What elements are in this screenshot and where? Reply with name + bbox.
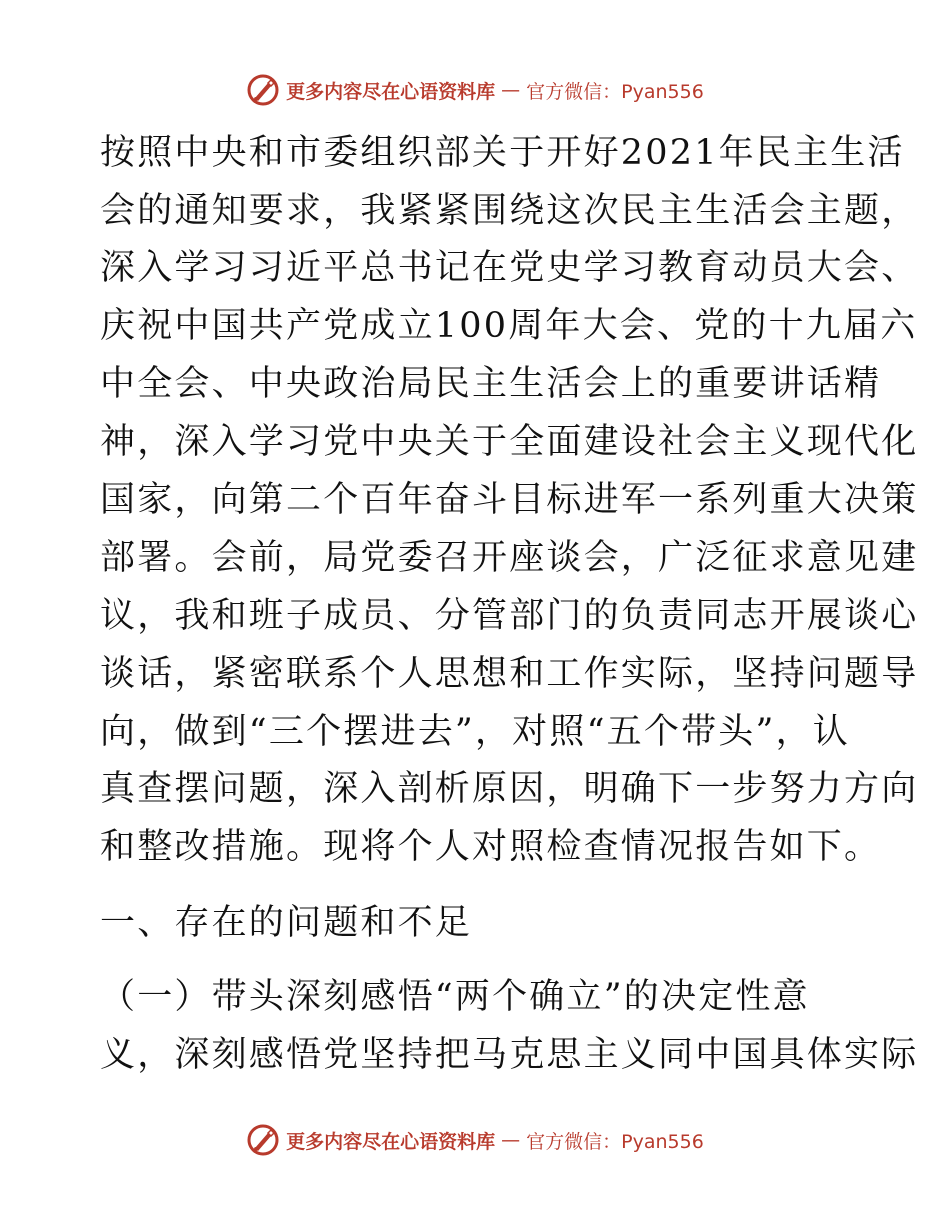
body-line-12: 真查摆问题，深入剖析原因，明确下一步努力方向 [100,769,919,809]
body-line-9: 议，我和班子成员、分管部门的负责同志开展谈心 [100,596,919,636]
body-line-11: 向，做到“三个摆进去”，对照“五个带头”，认 [100,712,850,752]
body-line-6: 神，深入学习党中央关于全面建设社会主义现代化 [100,422,919,462]
subsection-line-1: （一）带头深刻感悟“两个确立”的决定性意 [100,977,810,1017]
body-line-5: 中全会、中央政治局民主生活会上的重要讲话精 [100,364,882,404]
banner-dash: — [501,1129,521,1151]
body-line-4: 庆祝中国共产党成立100周年大会、党的十九届六 [100,306,918,346]
pen-logo-icon [246,1123,280,1157]
subsection-line-2: 义，深刻感悟党坚持把马克思主义同中国具体实际 [100,1035,919,1075]
body-line-1: 按照中央和市委组织部关于开好2021年民主生活 [100,133,905,173]
body-line-10: 谈话，紧密联系个人思想和工作实际，坚持问题导 [100,654,919,694]
site-name-text: 更多内容尽在心语资料库 [286,1130,496,1153]
footer-watermark-banner [0,1120,950,1160]
wechat-id-text: 官方微信：Pyan556 [526,1130,704,1153]
body-line-2: 会的通知要求，我紧紧围绕这次民主生活会主题， [100,191,919,231]
site-name-text: 更多内容尽在心语资料库 [286,80,496,103]
wechat-id-text: 官方微信：Pyan556 [526,80,704,103]
body-line-8: 部署。会前，局党委召开座谈会，广泛征求意见建 [100,538,919,578]
body-line-7: 国家，向第二个百年奋斗目标进军一系列重大决策 [100,480,919,520]
body-line-3: 深入学习习近平总书记在党史学习教育动员大会、 [100,248,919,288]
header-watermark-banner [0,70,950,110]
section-heading: 一、存在的问题和不足 [100,903,473,943]
banner-dash: — [501,79,521,101]
pen-logo-icon [246,73,280,107]
body-line-13: 和整改措施。现将个人对照检查情况报告如下。 [100,827,882,867]
